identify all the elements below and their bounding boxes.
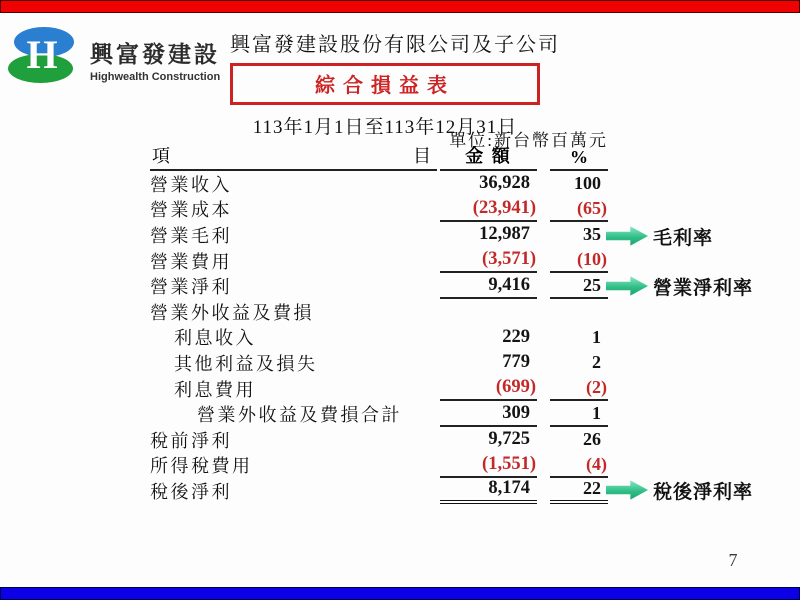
row-amount: 9,416 — [440, 273, 537, 299]
row-label: 其他利益及損失 — [174, 353, 318, 374]
row-amount: (1,551) — [440, 453, 537, 479]
row-percent: 100 — [574, 173, 601, 194]
column-header-amount: 金 額 — [440, 142, 537, 171]
table-row — [150, 401, 608, 427]
row-label: 營業外收益及費損合計 — [197, 405, 402, 426]
income-statement-table — [150, 148, 608, 504]
table-row — [150, 478, 608, 504]
right-arrow-icon — [606, 276, 648, 297]
statement-title-box — [230, 63, 540, 105]
row-amount — [440, 299, 537, 325]
row-percent: (4) — [550, 453, 608, 479]
company-logo — [8, 24, 228, 88]
table-row — [150, 325, 608, 351]
table-row — [150, 350, 608, 376]
row-percent: 35 — [583, 224, 601, 245]
row-label: 營業費用 — [150, 251, 232, 272]
unit-note: 單位:新台幣百萬元 — [449, 131, 608, 150]
row-label: 營業淨利 — [150, 277, 232, 298]
logo-company-name-en: Highwealth Construction — [90, 71, 221, 83]
row-amount: 779 — [502, 352, 530, 373]
row-amount: 36,928 — [479, 173, 530, 194]
row-percent: 2 — [592, 352, 601, 373]
annotation-gross-margin — [606, 224, 713, 248]
table-row — [150, 197, 608, 223]
logo-company-name-zh: 興富發建設 — [90, 41, 220, 67]
row-amount: 309 — [440, 401, 537, 427]
column-header-percent: % — [550, 147, 608, 171]
slide-header — [230, 28, 560, 139]
item-header-right: 目 — [413, 146, 431, 166]
row-percent: 22 — [550, 478, 608, 504]
logo-monogram: H — [26, 32, 58, 77]
row-percent: (10) — [550, 248, 608, 274]
page-number: 7 — [728, 550, 738, 570]
row-label: 營業毛利 — [150, 225, 232, 246]
row-percent: 26 — [583, 429, 601, 450]
annotation-label: 營業淨利率 — [653, 277, 754, 299]
row-percent: (65) — [550, 197, 608, 223]
company-title: 興富發建設股份有限公司及子公司 — [230, 34, 560, 56]
row-amount: (23,941) — [440, 197, 537, 223]
row-label: 營業成本 — [150, 200, 232, 221]
row-percent — [550, 299, 608, 325]
column-header-item — [150, 142, 437, 171]
row-amount: 229 — [502, 326, 530, 347]
table-row — [150, 453, 608, 479]
row-amount: (699) — [440, 376, 537, 402]
row-label: 所得稅費用 — [150, 456, 253, 477]
annotation-label: 毛利率 — [653, 227, 714, 249]
table-row-section — [150, 299, 608, 325]
row-amount: (3,571) — [440, 248, 537, 274]
row-percent: 1 — [592, 326, 601, 347]
right-arrow-icon — [606, 226, 648, 247]
top-red-bar — [0, 0, 800, 13]
row-percent: (2) — [550, 376, 608, 402]
annotation-label: 稅後淨利率 — [653, 481, 754, 503]
annotation-net-margin — [606, 478, 753, 502]
table-row — [150, 171, 608, 197]
row-label: 營業外收益及費損 — [150, 302, 314, 323]
table-row — [150, 427, 608, 453]
bottom-blue-bar — [0, 587, 800, 600]
row-label: 利息收入 — [174, 328, 256, 349]
row-percent: 25 — [550, 273, 608, 299]
row-label: 稅後淨利 — [150, 481, 232, 502]
row-percent: 1 — [550, 401, 608, 427]
annotation-operating-margin — [606, 274, 753, 298]
table-row — [150, 222, 608, 248]
row-amount: 8,174 — [440, 478, 537, 504]
report-period: 113年1月1日至113年12月31日 — [252, 117, 518, 138]
table-row — [150, 376, 608, 402]
table-row — [150, 248, 608, 274]
statement-title: 綜合損益表 — [315, 75, 455, 97]
row-amount: 9,725 — [488, 429, 530, 450]
row-label: 利息費用 — [174, 379, 256, 400]
table-row — [150, 273, 608, 299]
row-label: 營業收入 — [150, 174, 232, 195]
table-header-row — [150, 148, 608, 171]
item-header-left: 項 — [152, 146, 170, 166]
row-amount: 12,987 — [479, 224, 530, 245]
row-label: 稅前淨利 — [150, 430, 232, 451]
right-arrow-icon — [606, 480, 648, 501]
logo-text — [90, 36, 220, 83]
